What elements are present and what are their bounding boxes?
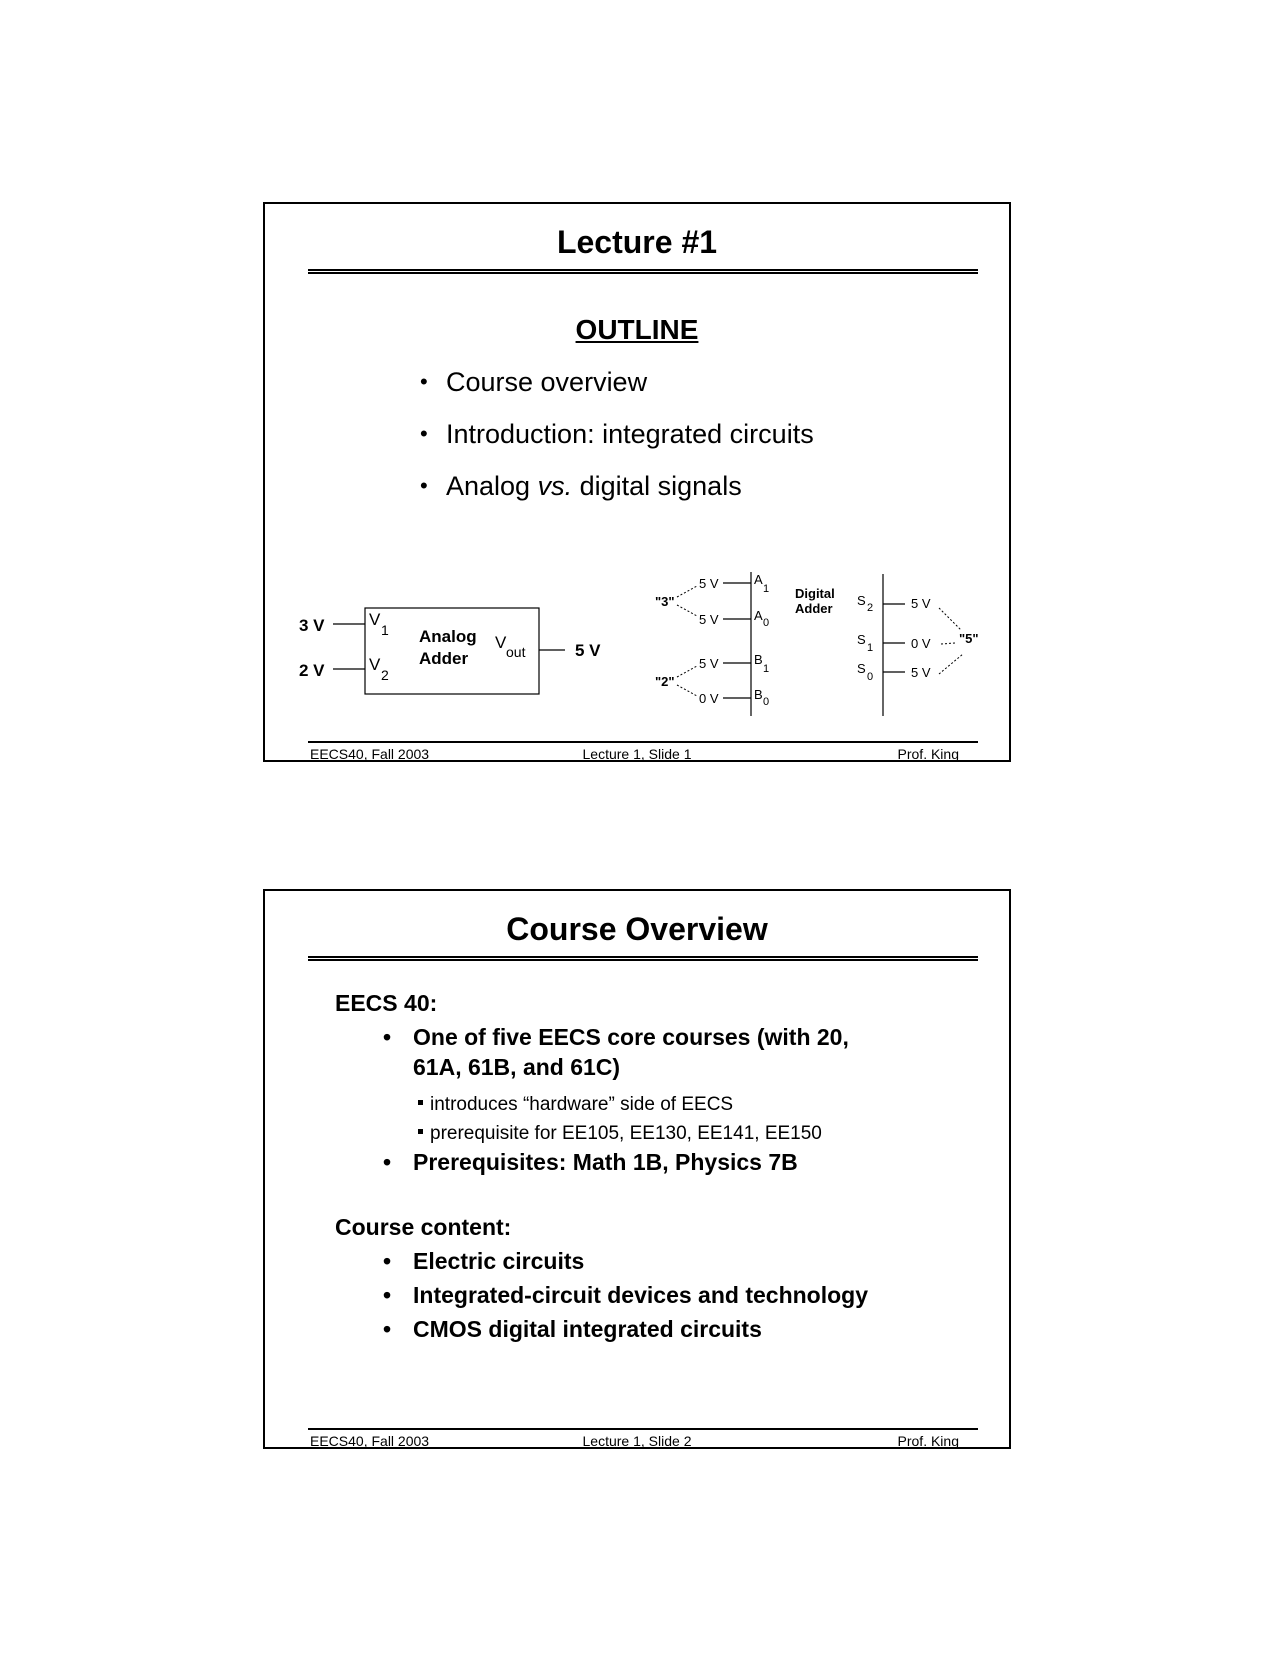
footer-slide-number: Lecture 1, Slide 1 xyxy=(582,746,692,762)
prerequisites-bullet xyxy=(383,1147,798,1177)
s0-voltage: 5 V xyxy=(911,665,931,680)
b1-label: B xyxy=(754,652,763,667)
core-course-bullet xyxy=(383,1022,849,1082)
outline-item-text: digital signals xyxy=(572,471,742,501)
b0-voltage: 0 V xyxy=(699,691,719,706)
adder-label: Adder xyxy=(419,649,469,668)
eecs40-heading: EECS 40: xyxy=(335,990,438,1016)
outline-item xyxy=(420,362,814,414)
footer-rule xyxy=(308,741,978,743)
content-bullet-text: Electric circuits xyxy=(413,1248,585,1274)
content-bullet xyxy=(383,1314,762,1344)
sub-bullet xyxy=(430,1091,733,1119)
a1-label: A xyxy=(754,572,763,587)
digital-label: Digital xyxy=(795,586,835,601)
b0-label: B xyxy=(754,687,763,702)
footer-slide-number: Lecture 1, Slide 2 xyxy=(582,1433,692,1449)
outline-item-text: Course overview xyxy=(446,367,648,397)
prerequisites-text: Prerequisites: Math 1B, Physics 7B xyxy=(413,1149,798,1175)
outline-heading: OUTLINE xyxy=(575,314,699,345)
quote-5: "5" xyxy=(959,631,979,646)
b1-voltage: 5 V xyxy=(699,656,719,671)
a0-voltage: 5 V xyxy=(699,612,719,627)
s0-sub: 0 xyxy=(867,671,874,683)
content-bullet xyxy=(383,1246,585,1276)
sub-bullet-text: prerequisite for EE105, EE130, EE141, EE150 xyxy=(430,1123,822,1144)
title-rule xyxy=(308,956,978,961)
sub-bullet xyxy=(430,1120,822,1148)
v1-label: V xyxy=(369,610,381,629)
analog-output: 5 V xyxy=(575,641,601,660)
bullet-dot: • xyxy=(383,1149,392,1175)
s2-voltage: 5 V xyxy=(911,596,931,611)
b1-sub: 1 xyxy=(763,663,770,675)
s0-label: S xyxy=(857,661,866,676)
core-course-line-1: One of five EECS core courses (with 20, xyxy=(413,1024,849,1050)
analog-input-2: 2 V xyxy=(299,661,325,680)
outline-item-text: Analog xyxy=(446,471,538,501)
v2-sub: 2 xyxy=(381,667,389,683)
analog-adder xyxy=(299,608,601,694)
content-bullet-text: Integrated-circuit devices and technology xyxy=(413,1282,868,1308)
vout-sub: out xyxy=(506,644,526,660)
analog-input-1: 3 V xyxy=(299,616,325,635)
digital-adder xyxy=(655,572,979,716)
slide-2 xyxy=(263,889,1011,1449)
s2-label: S xyxy=(857,593,866,608)
slide-title: Course Overview xyxy=(506,911,768,947)
outline-item-text: Introduction: integrated circuits xyxy=(446,419,814,449)
content-bullet xyxy=(383,1280,868,1310)
s2-sub: 2 xyxy=(867,602,874,614)
outline-item-italic: vs. xyxy=(537,471,573,501)
sub-bullet-text: introduces “hardware” side of EECS xyxy=(430,1094,734,1115)
s1-voltage: 0 V xyxy=(911,636,931,651)
quote-2: "2" xyxy=(655,674,675,689)
quote-3: "3" xyxy=(655,594,675,609)
a1-sub: 1 xyxy=(763,583,770,595)
digital-adder-label: Adder xyxy=(795,601,833,616)
vout-label: V xyxy=(495,633,507,652)
outline-list xyxy=(420,362,814,518)
bullet-dot: • xyxy=(383,1024,392,1050)
a0-label: A xyxy=(754,608,763,623)
a0-sub: 0 xyxy=(763,617,770,629)
s1-label: S xyxy=(857,632,866,647)
footer-course: EECS40, Fall 2003 xyxy=(310,746,430,762)
a1-voltage: 5 V xyxy=(699,576,719,591)
footer-course: EECS40, Fall 2003 xyxy=(310,1433,430,1449)
bullet-dot: • xyxy=(383,1282,392,1308)
footer-rule xyxy=(308,1428,978,1430)
core-course-line-2: 61A, 61B, and 61C) xyxy=(413,1054,621,1080)
b0-sub: 0 xyxy=(763,696,770,708)
adder-diagram xyxy=(265,564,1013,734)
slide-title: Lecture #1 xyxy=(556,224,718,260)
s1-sub: 1 xyxy=(867,642,874,654)
bullet-dot: • xyxy=(383,1316,392,1342)
analog-label: Analog xyxy=(419,627,477,646)
title-rule xyxy=(308,269,978,274)
square-bullet xyxy=(418,1129,423,1134)
course-content-heading: Course content: xyxy=(335,1214,512,1240)
content-bullet-text: CMOS digital integrated circuits xyxy=(413,1316,762,1342)
footer-author: Prof. King xyxy=(897,1433,959,1449)
outline-item xyxy=(420,466,814,518)
outline-item xyxy=(420,414,814,466)
bullet-dot: • xyxy=(383,1248,392,1274)
v2-label: V xyxy=(369,655,381,674)
square-bullet xyxy=(418,1100,423,1105)
slide-1 xyxy=(263,202,1011,762)
footer-author: Prof. King xyxy=(897,746,959,762)
v1-sub: 1 xyxy=(381,622,389,638)
